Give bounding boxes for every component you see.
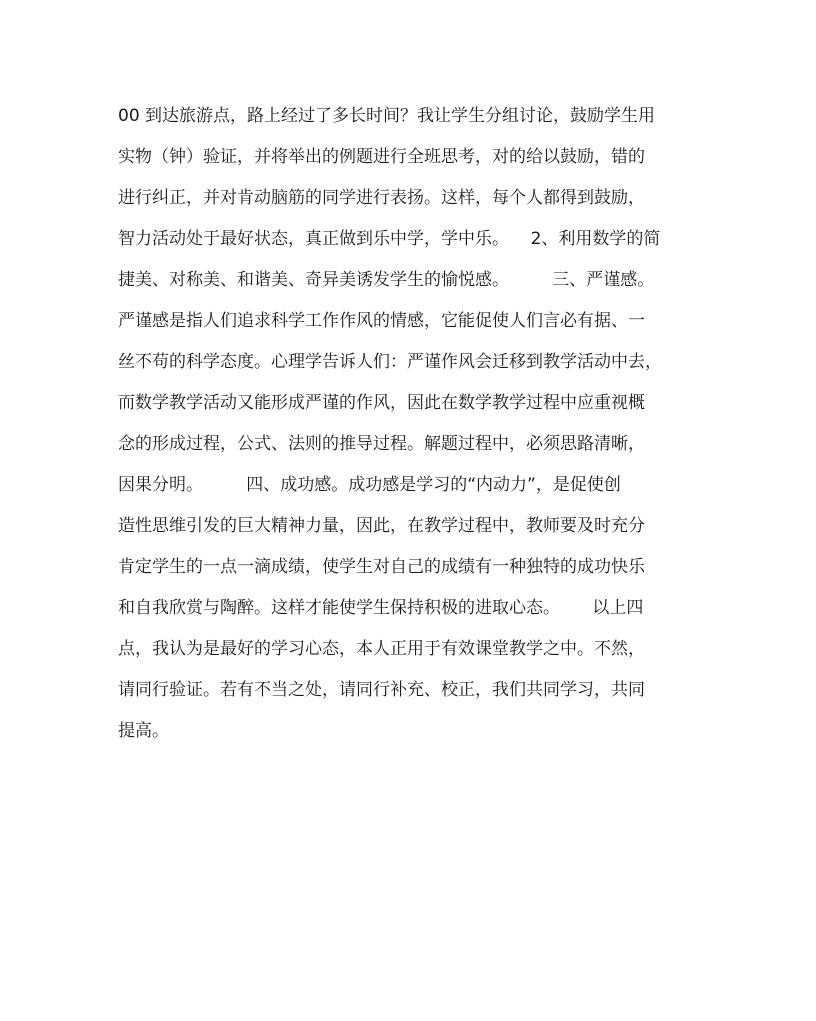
body-text [118,96,708,752]
text-line: 00 到达旅游点，路上经过了多长时间？我让学生分组讨论，鼓励学生用 [118,106,656,126]
text-line: 严谨感是指人们追求科学工作作风的情感，它能促使人们言必有据、一 [118,311,645,331]
text-line: 造性思维引发的巨大精神力量，因此，在教学过程中，教师要及时充分 [118,516,645,536]
text-line: 而数学教学活动又能形成严谨的作风，因此在数学教学过程中应重视概 [118,393,645,413]
text-line: 丝不苟的科学态度。心理学告诉人们：严谨作风会迁移到教学活动中去， [118,352,662,372]
text-line: 请同行验证。若有不当之处，请同行补充、校正，我们共同学习，共同 [118,680,645,700]
text-line: 进行纠正，并对肯动脑筋的同学进行表扬。这样，每个人都得到鼓励， [118,188,645,208]
text-line: 和自我欣赏与陶醉。这样才能使学生保持积极的进取心态。 以上四 [118,598,644,618]
text-line: 肯定学生的一点一滴成绩，使学生对自己的成绩有一种独特的成功快乐 [118,557,645,577]
text-line: 智力活动处于最好状态，真正做到乐中学，学中乐。 2、利用数学的简 [118,229,661,249]
text-line: 点，我认为是最好的学习心态，本人正用于有效课堂教学之中。不然， [118,639,645,659]
text-line: 捷美、对称美、和谐美、奇异美诱发学生的愉悦感。 三、严谨感。 [118,270,655,290]
text-line: 因果分明。 四、成功感。成功感是学习的“内动力”，是促使创 [118,475,621,495]
text-line: 念的形成过程，公式、法则的推导过程。解题过程中，必须思路清晰， [118,434,645,454]
text-line: 提高。 [118,721,169,741]
text-line: 实物（钟）验证，并将举出的例题进行全班思考，对的给以鼓励，错的 [118,147,645,167]
